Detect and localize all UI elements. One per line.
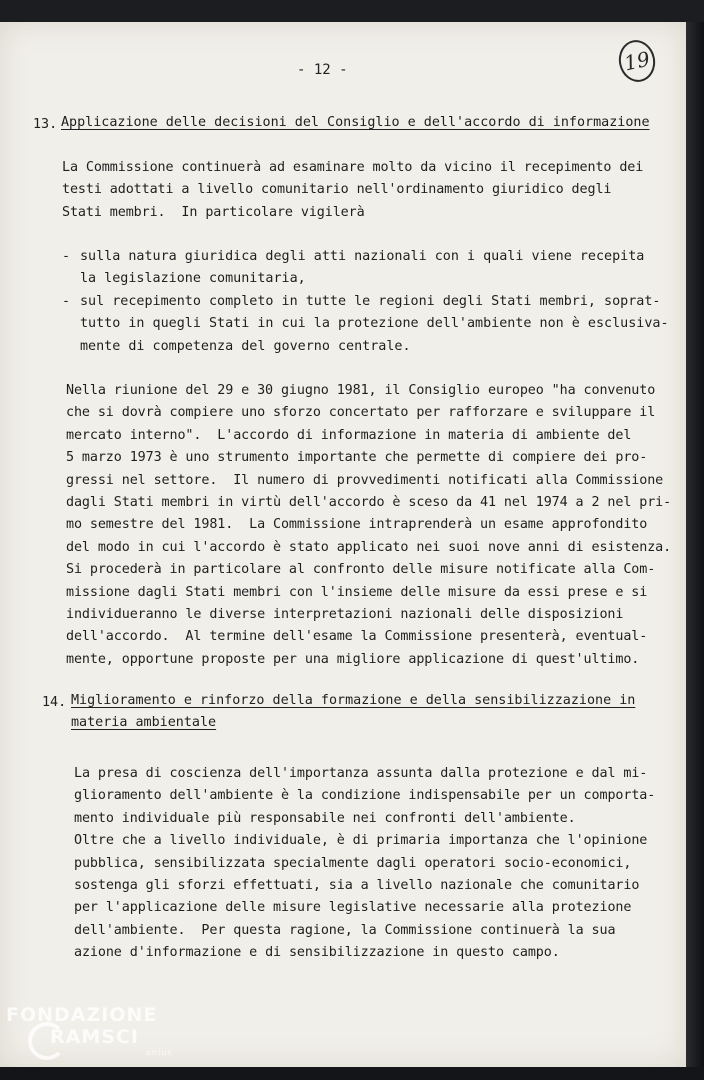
text-line: dell'accordo. Al termine dell'esame la Commissione presenterà, eventual- [66,629,648,645]
text-line: gressi nel settore. Il numero di provvedimenti notificati alla Commissione [66,472,664,488]
text-line: mente di competenza del governo centrale. [80,338,411,354]
section-13-body [66,380,671,671]
section-13-intro [62,157,643,224]
text-line: che si dovrà compiere uno sforzo concertato per rafforzare e sviluppare il [66,405,656,421]
page-number: - 12 - [297,62,348,78]
section-14-number: 14. [42,695,67,710]
text-line: sul recepimento completo in tutte le regioni degli Stati membri, soprat- [80,294,661,309]
handwritten-archive-number: 19 [615,37,659,86]
fondazione-gramsci-watermark: FONDAZIONE RAMSCI onlus [6,1004,157,1026]
text-line: mento individuale più responsabile nei confronti dell'ambiente. [74,810,576,826]
text-line: sulla natura giuridica degli atti nazionali con i quali viene recepita [80,249,645,264]
text-line: la legislazione comunitaria, [80,271,306,287]
section-13-number: 13. [33,117,58,132]
section-13-heading: Applicazione delle decisioni del Consiglio e dell'accordo di informazione [61,115,650,130]
text-line: per l'applicazione delle misure legislative necessarie alla protezione [74,900,632,916]
text-line: Oltre che a livello individuale, è di primaria importanza che l'opinione [74,833,648,849]
text-line: La Commissione continuerà ad esaminare molto da vicino il recepimento dei [62,160,644,175]
text-line: dell'ambiente. Per questa ragione, la Commissione continuerà la sua [74,922,616,938]
text-line: dagli Stati membri in virtù dell'accordo è sceso da 41 nel 1974 a 2 nel pri- [66,494,672,510]
text-line: del modo in cui l'accordo è stato applicato nei suoi nove anni di esistenza. [66,539,672,555]
text-line: glioramento dell'ambiente è la condizione indispensabile per un comporta- [74,788,656,804]
section-14-body [74,763,655,965]
page-bottom-edge [0,1067,704,1080]
text-line: testi adottati a livello comunitario nell'ordinamento giuridico degli [62,182,612,198]
section-14-heading: Miglioramento e rinforzo della formazione e della sensibilizzazione in materia ambientale [71,693,636,731]
text-line: pubblica, sensibilizzata specialmente dagli operatori socio-economici, [74,855,632,871]
text-line: mo semestre del 1981. La Commissione intraprenderà un esame approfondito [66,517,648,533]
text-line: tutto in quegli Stati in cui la protezione dell'ambiente non è esclusiva- [80,316,669,332]
text-line: mercato interno". L'accordo di informazione in materia di ambiente del [66,427,632,443]
text-line: Nella riunione del 29 e 30 giugno 1981, il Consiglio europeo "ha convenuto [66,383,656,398]
text-line: Stati membri. In particolare vigilerà [62,204,365,220]
text-line: Si procederà in particolare al confronto delle misure notificate alla Com- [66,562,656,578]
text-line: 5 marzo 1973 è uno strumento importante che permette di compiere dei pro- [66,450,648,466]
bullet-item: - sul recepimento completo in tutte le regioni degli Stati membri, soprat- tutto in quegli Stati in cui la protezione dell'ambiente non è esclusiva- mente di competenza del governo centrale. [62,291,662,361]
text-line: sostenga gli sforzi effettuati, sia a livello nazionale che comunitario [74,877,640,893]
page-edge-shadow [686,22,704,1080]
text-line: mente, opportune proposte per una migliore applicazione di quest'ultimo. [66,651,640,667]
text-line: La presa di coscienza dell'importanza assunta dalla protezione e dal mi- [74,766,648,781]
text-line: individueranno le diverse interpretazioni nazionali delle disposizioni [66,606,624,622]
text-line: azione d'informazione e di sensibilizzazione in questo campo. [74,945,560,961]
text-line: missione dagli Stati membri con l'insieme delle misure da essi prese e si [66,584,648,600]
bullet-item: - sulla natura giuridica degli atti nazionali con i quali viene recepita la legislazione comunitaria, [62,246,662,296]
